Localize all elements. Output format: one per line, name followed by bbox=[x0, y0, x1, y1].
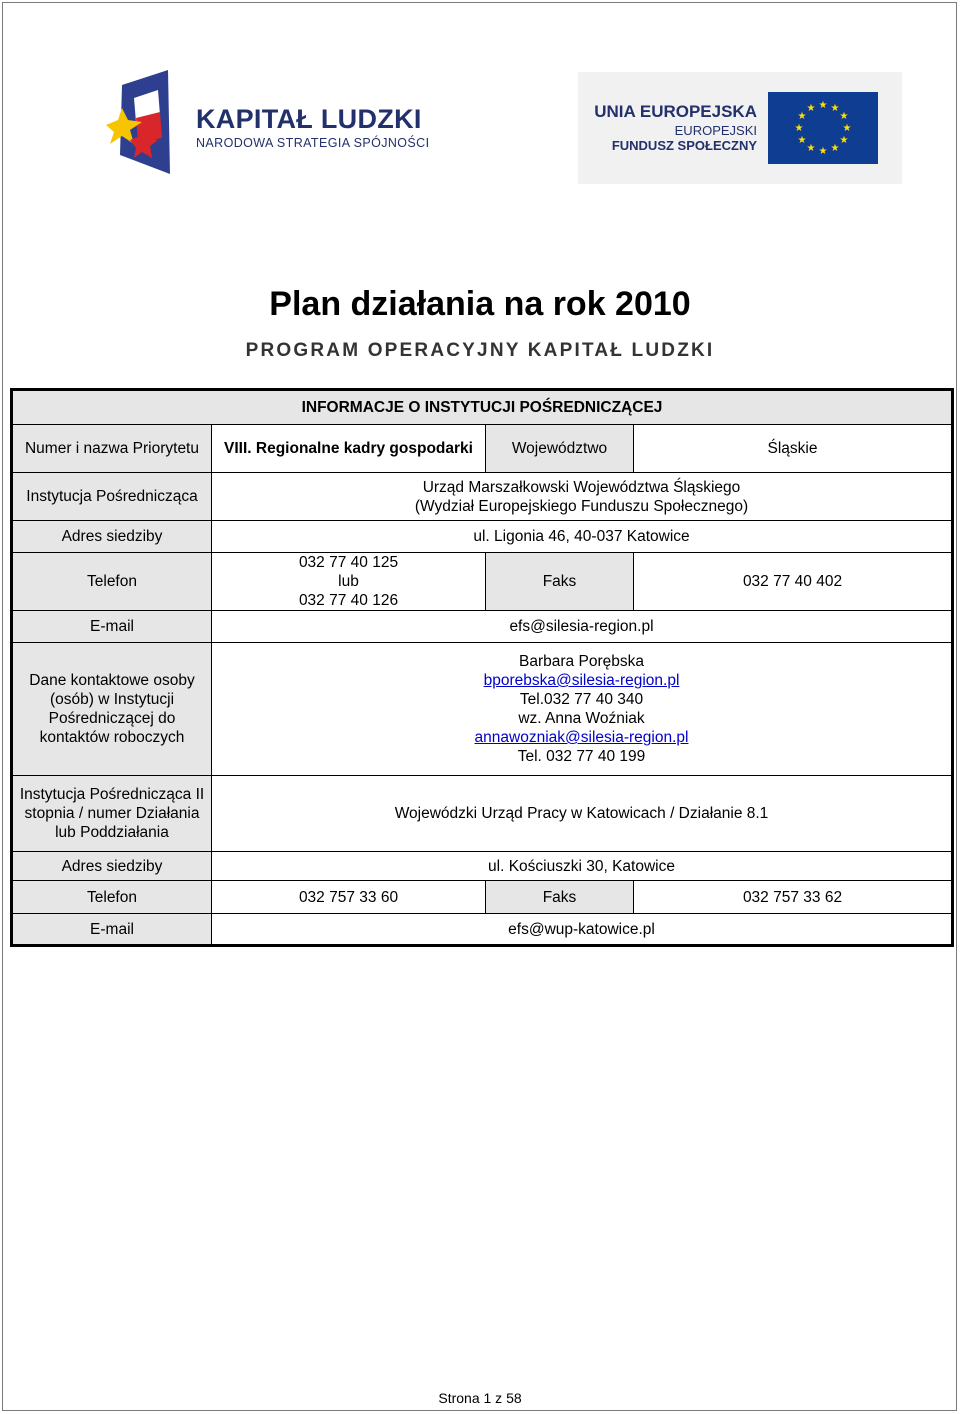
contact-email-link-1[interactable]: bporebska@silesia-region.pl bbox=[483, 672, 680, 689]
page-title: Plan działania na rok 2010 bbox=[269, 285, 691, 323]
kapital-ludzki-logo bbox=[100, 70, 445, 180]
value-phone-line1: 032 77 40 125 bbox=[298, 554, 399, 571]
kapital-ludzki-emblem bbox=[100, 70, 195, 180]
value-address: ul. Ligonia 46, 40-037 Katowice bbox=[212, 521, 951, 553]
svg-text:★: ★ bbox=[818, 100, 828, 111]
svg-text:★: ★ bbox=[797, 135, 807, 146]
svg-text:★: ★ bbox=[839, 111, 849, 122]
value-phone-line2: lub bbox=[338, 573, 359, 590]
label-priority: Numer i nazwa Priorytetu bbox=[13, 425, 212, 473]
value-contact bbox=[212, 643, 951, 776]
value-priority: VIII. Regionalne kadry gospodarki bbox=[212, 425, 486, 473]
value-phone-line3: 032 77 40 126 bbox=[298, 592, 399, 609]
label-fax2: Faks bbox=[486, 881, 634, 914]
institution-info-table bbox=[10, 388, 954, 947]
page-footer: Strona 1 z 58 bbox=[438, 1390, 522, 1406]
eu-logo-line3: FUNDUSZ SPOŁECZNY bbox=[611, 138, 757, 153]
label-ip2: Instytucja Pośrednicząca II stopnia / numer Działania lub Poddziałania bbox=[13, 776, 212, 852]
value-intermediate-line2: (Wydział Europejskiego Funduszu Społecznego) bbox=[414, 497, 749, 515]
svg-text:★: ★ bbox=[806, 103, 816, 114]
value-phone bbox=[212, 553, 486, 611]
eu-logo-line1: UNIA EUROPEJSKA bbox=[594, 102, 757, 121]
label-fax: Faks bbox=[486, 553, 634, 611]
value-fax: 032 77 40 402 bbox=[634, 553, 951, 611]
label-email: E-mail bbox=[13, 611, 212, 643]
label-email2: E-mail bbox=[13, 914, 212, 944]
label-intermediate: Instytucja Pośrednicząca bbox=[13, 473, 212, 521]
value-email: efs@silesia-region.pl bbox=[212, 611, 951, 643]
label-phone: Telefon bbox=[13, 553, 212, 611]
label-address: Adres siedziby bbox=[13, 521, 212, 553]
value-fax2: 032 757 33 62 bbox=[634, 881, 951, 914]
eu-flag-icon bbox=[768, 92, 878, 164]
value-address2: ul. Kościuszki 30, Katowice bbox=[212, 852, 951, 881]
label-address2: Adres siedziby bbox=[13, 852, 212, 881]
svg-text:★: ★ bbox=[806, 143, 816, 154]
label-contact: Dane kontaktowe osoby (osób) w Instytucji Pośredniczącej do kontaktów roboczych bbox=[13, 643, 212, 776]
eu-logo bbox=[578, 72, 902, 184]
kapital-ludzki-title: KAPITAŁ LUDZKI bbox=[196, 104, 422, 134]
value-email2: efs@wup-katowice.pl bbox=[508, 920, 655, 938]
page-subtitle: PROGRAM OPERACYJNY KAPITAŁ LUDZKI bbox=[245, 340, 715, 361]
contact-phone-2: Tel. 032 77 40 199 bbox=[517, 748, 646, 765]
label-voivodeship: Województwo bbox=[486, 425, 634, 473]
contact-email-link-2[interactable]: annawozniak@silesia-region.pl bbox=[474, 729, 689, 746]
contact-name-1: Barbara Porębska bbox=[519, 653, 644, 670]
value-ip2: Wojewódzki Urząd Pracy w Katowicach / Działanie 8.1 bbox=[212, 776, 951, 852]
value-intermediate-line1: Urząd Marszałkowski Województwa Śląskiego bbox=[422, 478, 741, 496]
value-voivodeship: Śląskie bbox=[634, 425, 951, 473]
contact-name-2: wz. Anna Woźniak bbox=[518, 710, 645, 727]
table-header: INFORMACJE O INSTYTUCJI POŚREDNICZĄCEJ bbox=[13, 391, 951, 425]
value-phone2: 032 757 33 60 bbox=[212, 881, 486, 914]
svg-text:★: ★ bbox=[842, 123, 852, 134]
svg-text:★: ★ bbox=[818, 146, 828, 157]
eu-logo-line2: EUROPEJSKI bbox=[674, 123, 757, 138]
kapital-ludzki-subtitle: NARODOWA STRATEGIA SPÓJNOŚCI bbox=[196, 136, 430, 150]
svg-text:★: ★ bbox=[830, 103, 840, 114]
value-intermediate bbox=[212, 473, 951, 521]
svg-text:★: ★ bbox=[839, 135, 849, 146]
svg-text:★: ★ bbox=[794, 123, 804, 134]
svg-text:★: ★ bbox=[797, 111, 807, 122]
contact-phone-1: Tel.032 77 40 340 bbox=[519, 691, 644, 708]
label-phone2: Telefon bbox=[13, 881, 212, 914]
svg-text:★: ★ bbox=[830, 143, 840, 154]
